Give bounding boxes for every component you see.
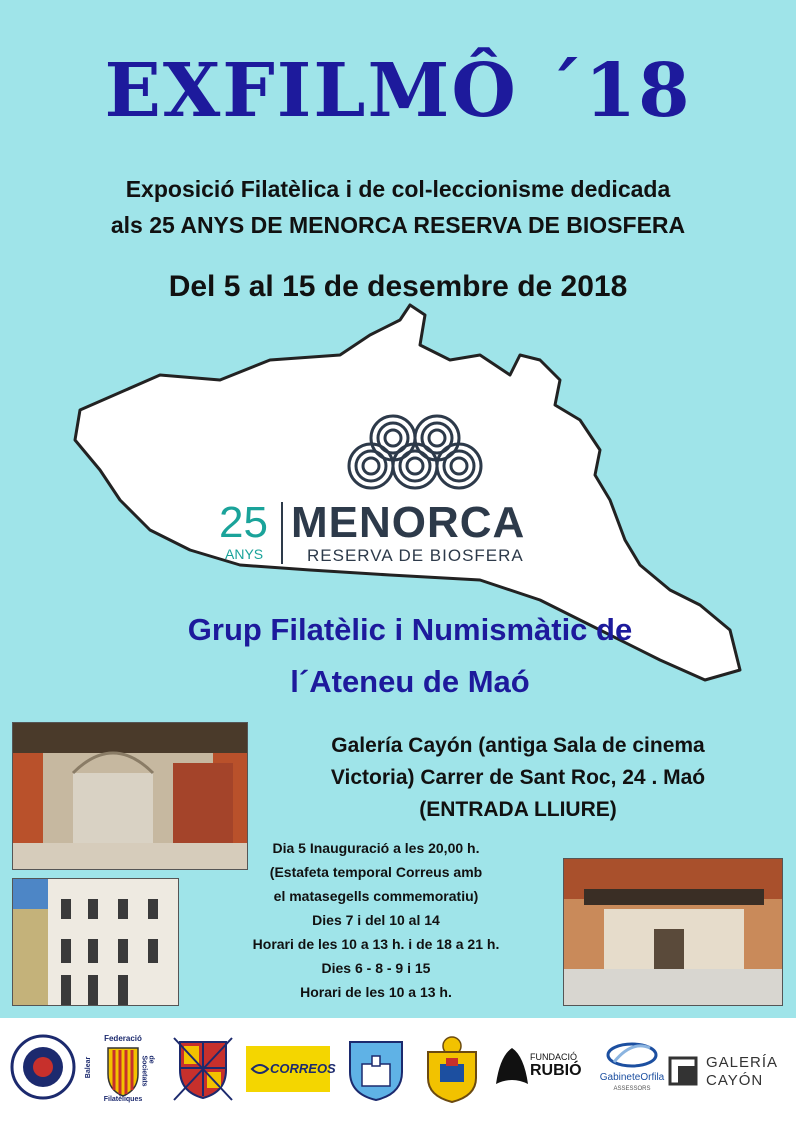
- logo-name: MENORCA: [291, 498, 526, 547]
- federacio-side-text-2: de Societats: [140, 1055, 155, 1087]
- schedule-line: Horari de les 10 a 13 h. i de 18 a 21 h.: [252, 936, 500, 952]
- schedule-line: Horari de les 10 a 13 h.: [300, 984, 452, 1000]
- galeria-square-icon: [668, 1056, 698, 1086]
- galeria-line-2: CAYÓN: [706, 1072, 764, 1089]
- schedule-line: Dia 5 Inauguració a les 20,00 h.: [272, 840, 480, 856]
- rubio-main-text: RUBIÓ: [530, 1062, 582, 1079]
- correos-logo: [246, 1046, 336, 1092]
- event-dates: Del 5 al 15 de desembre de 2018: [168, 270, 628, 303]
- federacio-side-text-1: Balear: [85, 1056, 93, 1079]
- schedule-line: (Estafeta temporal Correus amb: [269, 864, 483, 880]
- menorca-biosphere-logo: [215, 410, 575, 580]
- orfila-main-text: GabineteOrfila: [599, 1072, 665, 1083]
- street-facade-photo: [12, 878, 179, 1006]
- logo-divider: [281, 502, 283, 564]
- gallery-hall-photo: [563, 858, 783, 1006]
- subtitle-line-2: als 25 ANYS DE MENORCA RESERVA DE BIOSFERA: [110, 212, 686, 238]
- galeria-cayon-logo: [668, 1052, 788, 1092]
- schedule-line: el matasegells commemoratiu): [273, 888, 479, 904]
- venue-line-1: Galería Cayón (antiga Sala de cinema: [331, 734, 705, 757]
- organizer-line-1: Grup Filatèlic i Numismàtic de: [187, 612, 633, 647]
- federacio-bottom-text: Filatèliques: [103, 1096, 143, 1103]
- ateneu-crest-icon: [420, 1034, 484, 1104]
- crossed-keys-shield-icon: [172, 1036, 234, 1102]
- fundacio-rubio-logo: [494, 1040, 594, 1096]
- philatelic-society-seal-icon: [10, 1034, 76, 1100]
- correos-text: CORREOS: [270, 1061, 336, 1076]
- orfila-swoosh-icon: [604, 1040, 660, 1070]
- leaf-icon: [494, 1046, 530, 1086]
- logo-tagline: RESERVA DE BIOSFERA: [307, 546, 524, 565]
- post-horn-icon: [250, 1061, 270, 1077]
- organizer-line-2: l´Ateneu de Maó: [290, 664, 530, 699]
- concentric-circles-icon: [215, 410, 575, 490]
- orfila-sub-text: ASSESSORS: [613, 1086, 651, 1092]
- gabinete-orfila-logo: [596, 1040, 668, 1100]
- mahon-city-shield-icon: [344, 1036, 408, 1102]
- poster-title: EXFILMÔ ´18: [104, 48, 692, 134]
- schedule-line: Dies 6 - 8 - 9 i 15: [321, 960, 431, 976]
- logo-number: 25: [219, 498, 268, 547]
- rubio-top-text: FUNDACIÓ: [530, 1052, 577, 1062]
- venue-line-3: (ENTRADA LLIURE): [419, 798, 617, 821]
- logo-anys: ANYS: [225, 546, 264, 562]
- galeria-line-1: GALERÍA: [706, 1054, 779, 1071]
- schedule-line: Dies 7 i del 10 al 14: [312, 912, 440, 928]
- venue-line-2: Victoria) Carrer de Sant Roc, 24 . Maó: [330, 766, 706, 789]
- federacio-top-text: Federació: [104, 1034, 142, 1043]
- subtitle-line-1: Exposició Filatèlica i de col-leccionisme dedicada: [125, 176, 671, 202]
- federacio-balear-logo: [85, 1034, 158, 1104]
